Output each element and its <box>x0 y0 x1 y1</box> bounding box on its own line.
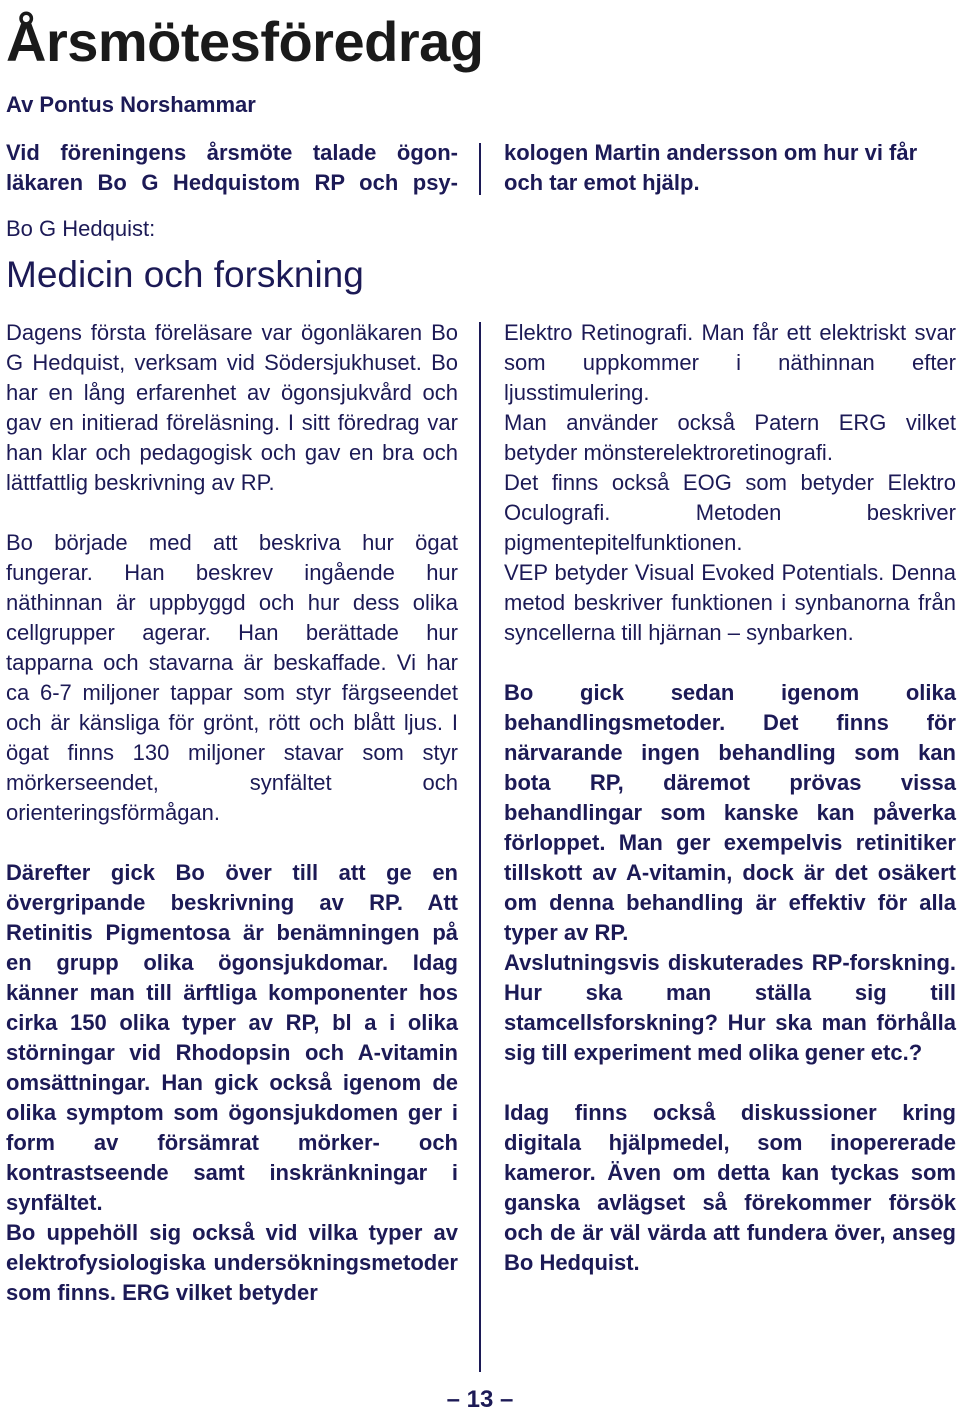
body-paragraph: Bo började med att beskriva hur ögat fungerar. Han beskrev ingående hur näthinnan är uppbyggd och hur dess olika cellgrupper agerar. Han berättade hur tapparna och stavarna är beskaffade. Vi har ca 6-7 miljoner tappar som styr färgseendet och är känsliga för grönt, rött och blått ljus. I ögat finns 130 miljoner stavar som styr mörkerseendet, synfältet och orienteringsförmågan. <box>6 530 458 825</box>
body-paragraph: Man använder också Patern ERG vilket betyder mönsterelektroretinografi. <box>504 410 956 465</box>
body-paragraph: Det finns också EOG som betyder Elektro Oculografi. Metoden beskriver pigmentepitelfunktionen. <box>504 470 956 555</box>
article-title: Årsmötesföredrag <box>6 10 484 73</box>
right-column <box>504 318 956 1278</box>
body-paragraph: Avslutningsvis diskuterades RP-forskning. Hur ska man ställa sig till stamcellsforskning? Hur ska man förhålla sig till experiment med olika gener etc.? <box>504 950 956 1065</box>
body-paragraph: Bo uppehöll sig också vid vilka typer av elektrofysiologiska undersökningsmetoder som finns. ERG vilket betyder <box>6 1220 458 1305</box>
body-paragraph: Bo gick sedan igenom olika behandlingsmetoder. Det finns för närvarande ingen behandling som kan bota RP, däremot prövas vissa behandlingar som kanske kan påverka förloppet. Man ger exempelvis retinitiker tillskott av A-vitamin, dock är det osäkert om denna behandling är effektiv för alla typer av RP. <box>504 680 956 945</box>
intro-paragraph-right: kologen Martin andersson om hur vi får och tar emot hjälp. <box>504 140 918 195</box>
intro-paragraph-left: Vid föreningens årsmöte talade ögon-läkaren Bo G Hedquistom RP och psy- <box>6 140 458 195</box>
section-heading: Medicin och forskning <box>6 254 364 295</box>
speaker-label: Bo G Hedquist: <box>6 216 156 241</box>
byline: Av Pontus Norshammar <box>6 92 256 117</box>
body-paragraph: Idag finns också diskussioner kring digitala hjälpmedel, som inopererade kameror. Även om detta kan tyckas som ganska avlägset så förekommer försök och de är väl värda att fundera över, anseg Bo Hedquist. <box>504 1100 956 1275</box>
body-paragraph: VEP betyder Visual Evoked Potentials. Denna metod beskriver funktionen i synbanorna från syncellerna till hjärnan – synbarken. <box>504 560 956 645</box>
body-paragraph: Dagens första föreläsare var ögonläkaren Bo G Hedquist, verksam vid Södersjukhuset. Bo har en lång erfarenhet av ögonsjukvård och gav en initierad föreläsning. I sitt föredrag var han klar och pedagogisk och gav en bra och lättfattlig beskrivning av RP. <box>6 320 458 495</box>
column-divider <box>479 322 481 1372</box>
left-column <box>6 318 458 1308</box>
column-divider-top <box>479 143 481 195</box>
page-number: – 13 – <box>446 1386 514 1413</box>
body-paragraph: Elektro Retinografi. Man får ett elektriskt svar som uppkommer i näthinnan efter ljusstimulering. <box>504 320 956 405</box>
body-paragraph: Därefter gick Bo över till att ge en övergripande beskrivning av RP. Att Retinitis Pigmentosa är benämningen på en grupp olika ögonsjukdomar. Idag känner man till ärftliga komponenter hos cirka 150 olika typer av RP, bl a i olika störningar vid Rhodopsin och A-vitamin omsättningar. Han gick också igenom de olika symptom som ögonsjukdomen ger i form av försämrat mörker- och kontrastseende samt inskränkningar i synfältet. <box>6 860 458 1215</box>
